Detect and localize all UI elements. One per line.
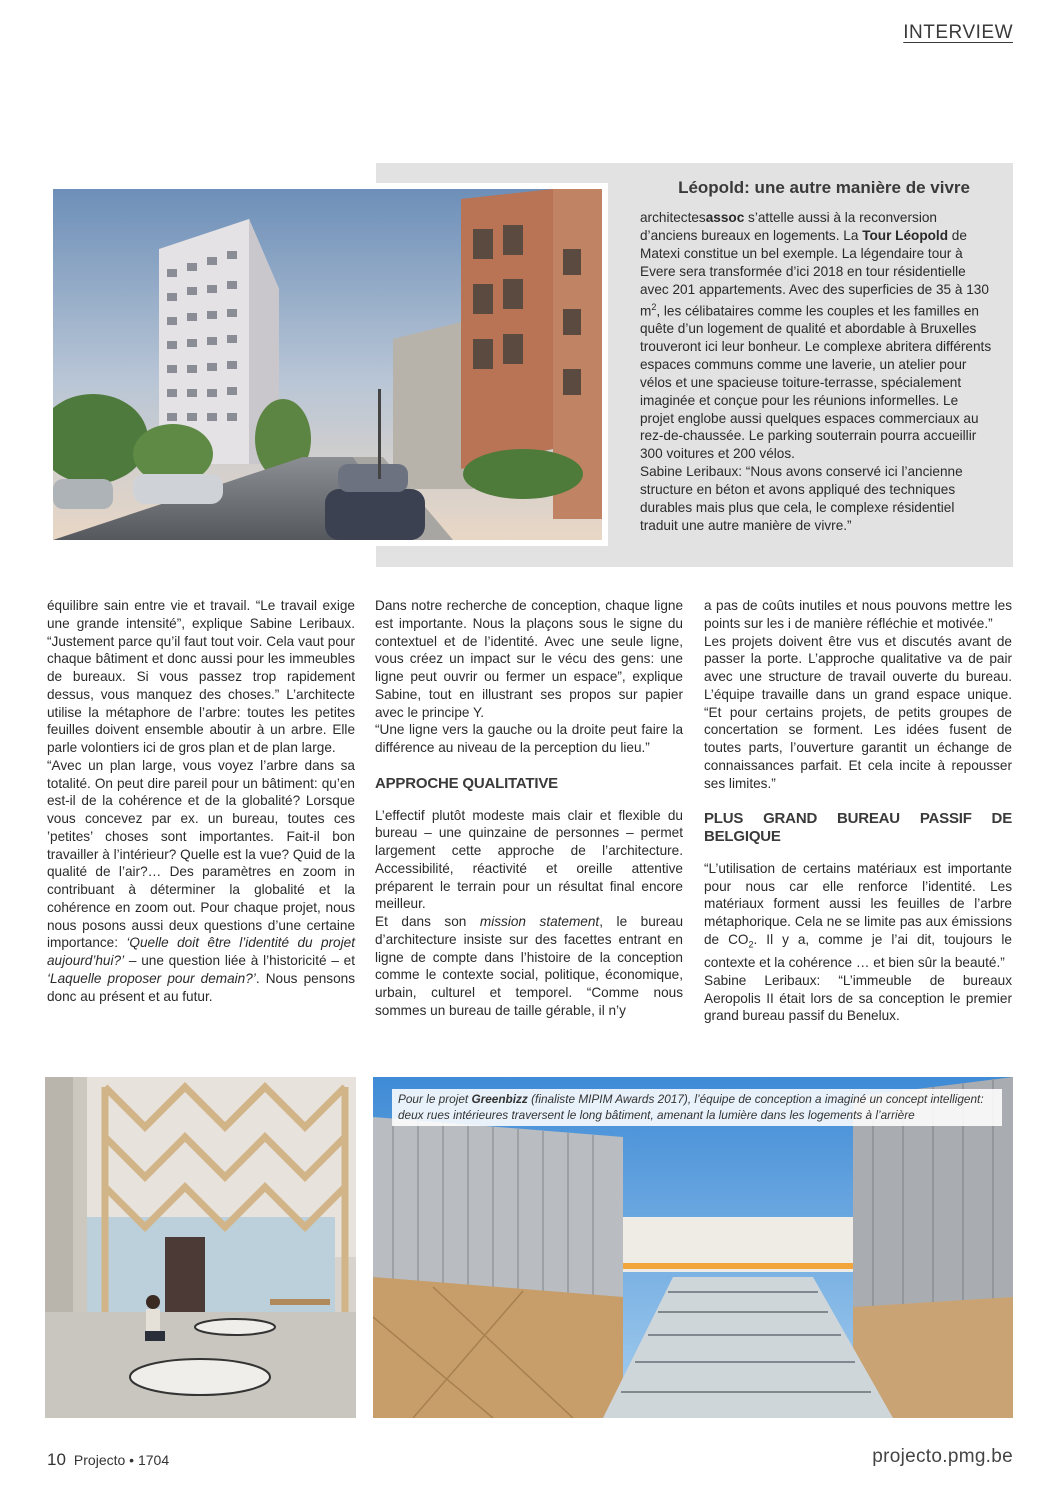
- paragraph: a pas de coûts inutiles et nous pouvons mettre les points sur les i de manière réfléchie et motivée.”: [704, 598, 1012, 631]
- footer-left: [47, 1450, 169, 1470]
- paragraph: Dans notre recherche de conception, chaque ligne est importante. Nous la plaçons sous le signe du contextuel et de l’identité. Avec une seule ligne, vous créez un impact sur le vécu des gens: une ligne peut ouvrir ou fermer un espace”, explique Sabine, tout en illustrant ses propos sur papier avec le principe Y.: [375, 598, 683, 720]
- photo-caption: [392, 1089, 1002, 1126]
- italic-term: mission statement: [479, 914, 600, 929]
- section-heading: APPROCHE QUALITATIVE: [375, 774, 558, 792]
- text-run: “L’utilisation de certains matériaux est importante pour nous car elle renforce l’identité. Les matériaux forment aussi les feuilles de l’arbre métaphorique. Cela ne se limite pas aux émissions de CO: [704, 860, 1012, 947]
- paragraph: [47, 757, 355, 1006]
- sidebar-title: Léopold: une autre manière de vivre: [678, 178, 970, 197]
- paragraph: équilibre sain entre vie et travail. “Le travail exige une grande intensité”, explique Sabine Leribaux. “Justement parce qu’il faut tout voir. Cela vaut pour chaque bâtiment et donc aussi pour les immeubles de bureaux. Si vous passez trop rapidement dessus, vous manquez des choses.” L’architecte utilise la métaphore de l’arbre: toutes les petites feuilles doivent ensemble aboutir à un arbre. Elle parle volontiers ici de gros plan et de plan large.: [47, 598, 355, 755]
- sidebar-text: [640, 209, 992, 535]
- text-run: architectes: [640, 210, 706, 225]
- paragraph: Sabine Leribaux: “L’immeuble de bureaux Aeropolis II était lors de sa conception le premier grand bureau passif du Benelux.: [704, 972, 1012, 1024]
- italic-question: ‘Laquelle proposer pour demain?’: [47, 970, 256, 986]
- italic-question: ‘Quelle doit être l’identité du projet aujourd’hui?’: [47, 935, 355, 968]
- article-column-1: [47, 597, 355, 1005]
- article-column-3: [704, 597, 1012, 1025]
- section-label: INTERVIEW: [903, 22, 1013, 43]
- subscript: 2: [748, 939, 754, 950]
- brand-assoc: assoc: [705, 210, 745, 225]
- paragraph: [375, 913, 683, 1020]
- article-column-2: [375, 597, 683, 1020]
- text-run: “Avec un plan large, vous voyez l’arbre dans sa totalité. On peut dire pareil pour un bâtiment: qu’en est-il de la cohérence et de la globalité? Lorsque vous concevez par ex. un bureau, toutes ces ’petites’ choses sont importantes. Fait-il bon travailler à l’intérieur? Quelle est la vue? Quid de la qualité de l’air?… Des paramètres en zoom in contribuant à déterminer la globalité et la cohérence en zoom out. Pour chaque projet, nous nous posons aussi deux questions d’une certaine importance:: [47, 757, 355, 951]
- project-name: Greenbizz: [471, 1092, 528, 1106]
- photo-frame: [47, 183, 608, 546]
- text-run: s’attelle aussi à la reconversion d’anciens bureaux en logements. La: [640, 210, 937, 243]
- text-run: . Nous pensons donc au présent et au futur.: [47, 970, 355, 1004]
- interior-photo: [45, 1077, 356, 1418]
- section-heading: PLUS GRAND BUREAU PASSIF DE BELGIQUE: [704, 810, 1012, 845]
- tower-photo: [53, 189, 602, 540]
- text-run: de Matexi constitue un bel exemple. La légendaire tour à Evere sera transformée d’ici 2018 en tour résidentielle avec 201 appartements. Avec des superficies de 35 à 130 m: [640, 227, 989, 319]
- sidebar-paragraph: [640, 209, 992, 463]
- text-run: Et dans son: [375, 914, 480, 929]
- magazine-issue: Projecto • 1704: [73, 1452, 170, 1468]
- sidebar-quote: Sabine Leribaux: “Nous avons conservé ici l’ancienne structure en béton et avons appliqué des techniques durables mais plus que cela, le complexe résidentiel traduit une autre manière de vivre.”: [640, 464, 963, 533]
- text-run: . Il y a, comme je l’ai dit, toujours le contexte et la cohérence … et bien sûr la beauté.”: [704, 931, 1012, 971]
- text-run: Pour le projet: [398, 1092, 472, 1106]
- website-link[interactable]: projecto.pmg.be: [872, 1446, 1013, 1467]
- text-run: , les célibataires comme les couples et les familles en quête d’un logement de qualité et abordable à Bruxelles trouveront ici leur bonheur. Le complexe abritera différents espaces communs comme une laverie, un atelier pour vélos et une spacieuse toiture-terrasse, spécialement imaginée et conçue pour les réunions informelles. Le projet englobe aussi quelques espaces commerciaux au rez-de-chaussée. Le parking souterrain pourra accueillir 300 voitures et 200 vélos.: [640, 303, 992, 462]
- text-run: , le bureau d’architecture insiste sur des facettes entrant en ligne de compte dans l’histoire de la conception comme le contexte social, politique, économique, urbain, culturel et temporel. “Comme nous sommes un bureau de taille gérable, il n’y: [375, 914, 683, 1018]
- text-run: (finaliste MIPIM Awards 2017), l’équipe de conception a imaginé un concept intelligent: deux rues intérieures traversent le long bâtiment, amenant la lumière dans les logements à l’arrière: [398, 1092, 984, 1122]
- project-name: Tour Léopold: [862, 227, 949, 243]
- paragraph: Les projets doivent être vus et discutés avant de passer la porte. L’approche qualitative va de pair avec une structure de travail ouverte du bureau. L’équipe travaille dans un grand espace unique. “Et pour certains projets, de petits groupes de concertation se forment. Les idées fusent de toutes parts, l’ouverture garantit un échange de connaissances parfait. Et cela incite à repousser ses limites.”: [704, 633, 1012, 791]
- greenbizz-photo: [373, 1077, 1013, 1418]
- paragraph: [704, 860, 1012, 972]
- text-run: – une question liée à l’historicité – et: [124, 953, 355, 968]
- page-number: 10: [47, 1450, 66, 1469]
- superscript: 2: [651, 301, 657, 312]
- paragraph: “Une ligne vers la gauche ou la droite peut faire la différence au niveau de la perception du lieu.”: [375, 722, 683, 755]
- paragraph: L’effectif plutôt modeste mais clair et flexible du bureau – une quinzaine de personnes – permet largement cette approche de l’architecture. Accessibilité, réactivité et oreille attentive préparent le terrain pour un résultat final encore meilleur.: [375, 807, 683, 912]
